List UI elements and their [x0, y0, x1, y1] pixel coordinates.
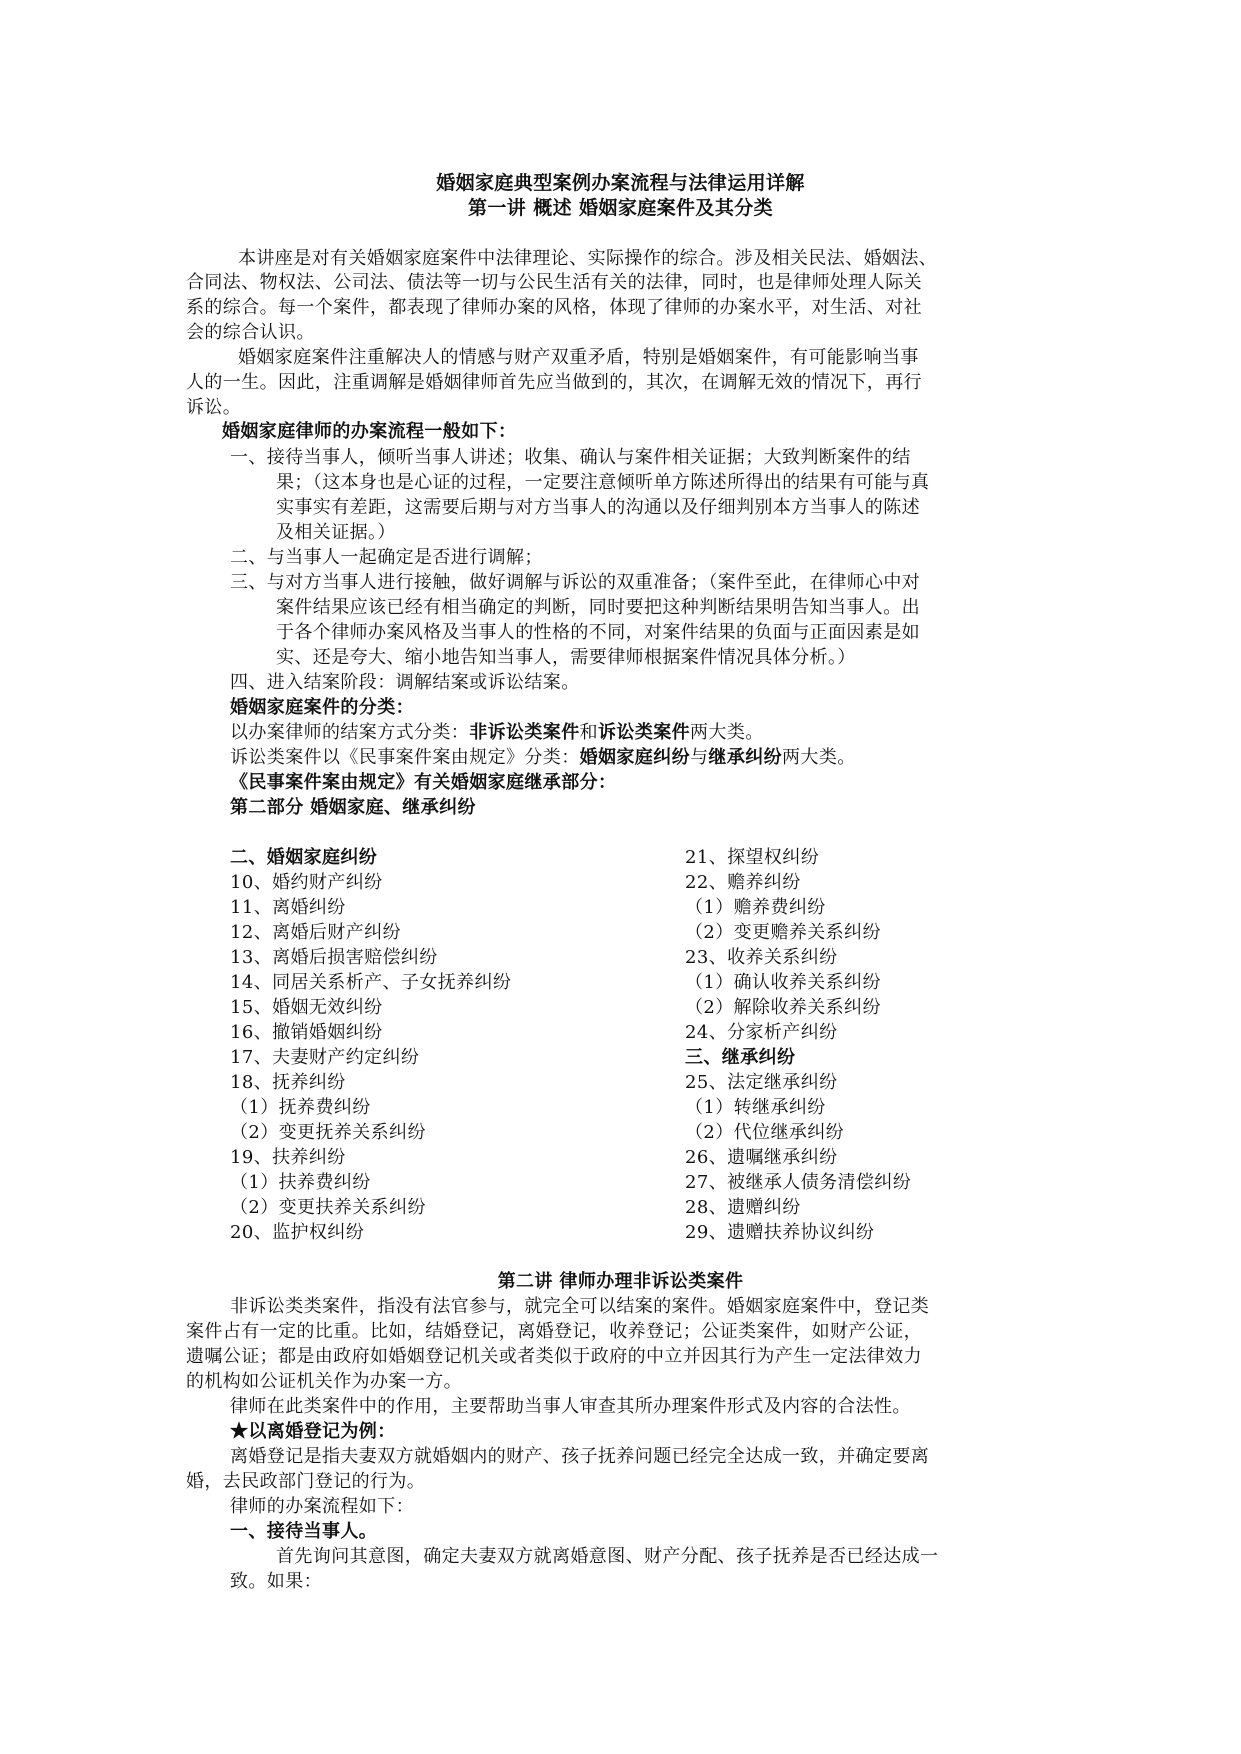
- right-list-item: 22、赡养纠纷: [685, 872, 801, 893]
- left-list-item: 11、离婚纠纷: [230, 897, 346, 918]
- divorce-def-line: 婚，去民政部门登记的行为。: [186, 1471, 426, 1492]
- class1-prefix: 以办案律师的结案方式分类：: [230, 722, 470, 743]
- step1-line: 致。如果：: [230, 1571, 322, 1592]
- class1-mid: 和: [579, 722, 599, 743]
- left-list-item: 10、婚约财产纠纷: [230, 872, 383, 893]
- left-list-item: 13、离婚后损害赔偿纠纷: [230, 947, 438, 968]
- right-list-item: 29、遗赠扶养协议纠纷: [685, 1222, 875, 1243]
- classification-line-2: [230, 746, 856, 770]
- intro-p2-line: 人的一生。因此，注重调解是婚姻律师首先应当做到的，其次，在调解无效的情况下，再行: [186, 372, 922, 393]
- right-list-item: 21、探望权纠纷: [685, 847, 820, 868]
- part2-heading: 第二部分 婚姻家庭、继承纠纷: [230, 797, 476, 818]
- procedure-line: 二、与当事人一起确定是否进行调解；: [230, 547, 543, 568]
- right-list-item: （2）解除收养关系纠纷: [685, 997, 881, 1018]
- procedure-heading: 婚姻家庭律师的办案流程一般如下：: [222, 421, 517, 442]
- right-list-item: 28、遗赠纠纷: [685, 1197, 801, 1218]
- procedure-line: 果；（这本身也是心证的过程，一定要注意倾听单方陈述所得出的结果有可能与真: [276, 472, 930, 493]
- right-list-item: （1）确认收养关系纠纷: [685, 972, 881, 993]
- class2-prefix: 诉讼类案件以《民事案件案由规定》分类：: [230, 747, 580, 768]
- procedure-line: 实、还是夸大、缩小地告知当事人，需要律师根据案件情况具体分析。）: [276, 647, 856, 668]
- lecture1-heading: 第一讲 概述 婚姻家庭案件及其分类: [467, 197, 774, 219]
- class2-bold-2: 继承纠纷: [708, 747, 783, 768]
- right-list-item: （2）代位继承纠纷: [685, 1122, 845, 1143]
- right-list-item: 26、遗嘱继承纠纷: [685, 1147, 838, 1168]
- right-list-item: （2）变更赡养关系纠纷: [685, 922, 881, 943]
- right-list-item: 23、收养关系纠纷: [685, 947, 838, 968]
- lecture2-p1-line: 非诉讼类类案件，指没有法官参与，就完全可以结案的案件。婚姻家庭案件中，登记类: [230, 1296, 930, 1317]
- procedure-line: 及相关证据。）: [276, 522, 396, 543]
- lecture2-p1-line: 的机构如公证机关作为办案一方。: [186, 1371, 462, 1392]
- flow-intro: 律师的办案流程如下：: [230, 1496, 414, 1517]
- left-list-item: （1）扶养费纠纷: [230, 1172, 371, 1193]
- procedure-line: 四、进入结案阶段：调解结案或诉讼结案。: [230, 672, 580, 693]
- intro-p1-line: 会的综合认识。: [186, 322, 315, 343]
- class2-bold-1: 婚姻家庭纠纷: [579, 747, 691, 768]
- lecture2-p1-line: 案件占有一定的比重。比如，结婚登记，离婚登记，收养登记；公证类案件，如财产公证，: [186, 1321, 922, 1342]
- right-list-item: 27、被继承人债务清偿纠纷: [685, 1172, 912, 1193]
- left-list-item: （2）变更扶养关系纠纷: [230, 1197, 426, 1218]
- regulation-heading: 《民事案件案由规定》有关婚姻家庭继承部分：: [230, 772, 617, 793]
- right-list-item: 24、分家析产纠纷: [685, 1022, 838, 1043]
- left-list-item: 16、撤销婚姻纠纷: [230, 1022, 383, 1043]
- right-list-item: （1）赡养费纠纷: [685, 897, 826, 918]
- intro-p1-line: 本讲座是对有关婚姻家庭案件中法律理论、实际操作的综合。涉及相关民法、婚姻法、: [238, 248, 938, 269]
- right-list-heading: 三、继承纠纷: [685, 1047, 796, 1068]
- procedure-line: 案件结果应该已经有相当确定的判断，同时要把这种判断结果明告知当事人。出: [276, 597, 920, 618]
- left-list-heading: 二、婚姻家庭纠纷: [230, 847, 378, 868]
- right-list-item: 25、法定继承纠纷: [685, 1072, 838, 1093]
- class1-bold-1: 非诉讼类案件: [469, 722, 580, 743]
- left-list-item: 12、离婚后财产纠纷: [230, 922, 401, 943]
- class1-suffix: 两大类。: [690, 722, 764, 743]
- lecture2-p2: 律师在此类案件中的作用，主要帮助当事人审查其所办理案件形式及内容的合法性。: [230, 1396, 911, 1417]
- example-heading: ★以离婚登记为例：: [230, 1421, 396, 1442]
- class2-mid: 与: [690, 747, 709, 768]
- procedure-line: 实事实有差距，这需要后期与对方当事人的沟通以及仔细判别本方当事人的陈述: [276, 497, 920, 518]
- left-list-item: 18、抚养纠纷: [230, 1072, 346, 1093]
- lecture2-heading: 第二讲 律师办理非诉讼类案件: [497, 1271, 744, 1292]
- class1-bold-2: 诉讼类案件: [598, 722, 691, 743]
- lecture2-p1-line: 遗嘱公证；都是由政府如婚姻登记机关或者类似于政府的中立并因其行为产生一定法律效力: [186, 1346, 922, 1367]
- left-list-item: （1）抚养费纠纷: [230, 1097, 371, 1118]
- procedure-line: 三、与对方当事人进行接触，做好调解与诉讼的双重准备；（案件至此，在律师心中对: [230, 572, 921, 593]
- intro-p1-line: 合同法、物权法、公司法、债法等一切与公民生活有关的法律，同时，也是律师处理人际关: [186, 272, 922, 293]
- classification-line-1: [230, 721, 764, 745]
- step1-heading: 一、接待当事人。: [230, 1521, 378, 1542]
- class2-suffix: 两大类。: [782, 747, 856, 768]
- procedure-line: 一、接待当事人，倾听当事人讲述；收集、确认与案件相关证据；大致判断案件的结: [230, 447, 911, 468]
- right-list-item: （1）转继承纠纷: [685, 1097, 826, 1118]
- left-list-item: 14、同居关系析产、子女抚养纠纷: [230, 972, 512, 993]
- left-list-item: 20、监护权纠纷: [230, 1222, 365, 1243]
- intro-p2-line: 诉讼。: [186, 397, 242, 418]
- classification-heading: 婚姻家庭案件的分类：: [230, 697, 414, 718]
- procedure-line: 于各个律师办案风格及当事人的性格的不同，对案件结果的负面与正面因素是如: [276, 622, 920, 643]
- document-title: 婚姻家庭典型案例办案流程与法律运用详解: [436, 172, 805, 194]
- step1-line: 首先询问其意图，确定夫妻双方就离婚意图、财产分配、孩子抚养是否已经达成一: [276, 1546, 939, 1567]
- left-list-item: 17、夫妻财产约定纠纷: [230, 1047, 420, 1068]
- intro-p1-line: 系的综合。每一个案件，都表现了律师办案的风格，体现了律师的办案水平，对生活、对社: [186, 297, 922, 318]
- intro-p2-line: 婚姻家庭案件注重解决人的情感与财产双重矛盾，特别是婚姻案件，有可能影响当事: [238, 347, 919, 368]
- divorce-def-line: 离婚登记是指夫妻双方就婚姻内的财产、孩子抚养问题已经完全达成一致，并确定要离: [230, 1446, 930, 1467]
- left-list-item: （2）变更抚养关系纠纷: [230, 1122, 426, 1143]
- left-list-item: 19、扶养纠纷: [230, 1147, 346, 1168]
- left-list-item: 15、婚姻无效纠纷: [230, 997, 383, 1018]
